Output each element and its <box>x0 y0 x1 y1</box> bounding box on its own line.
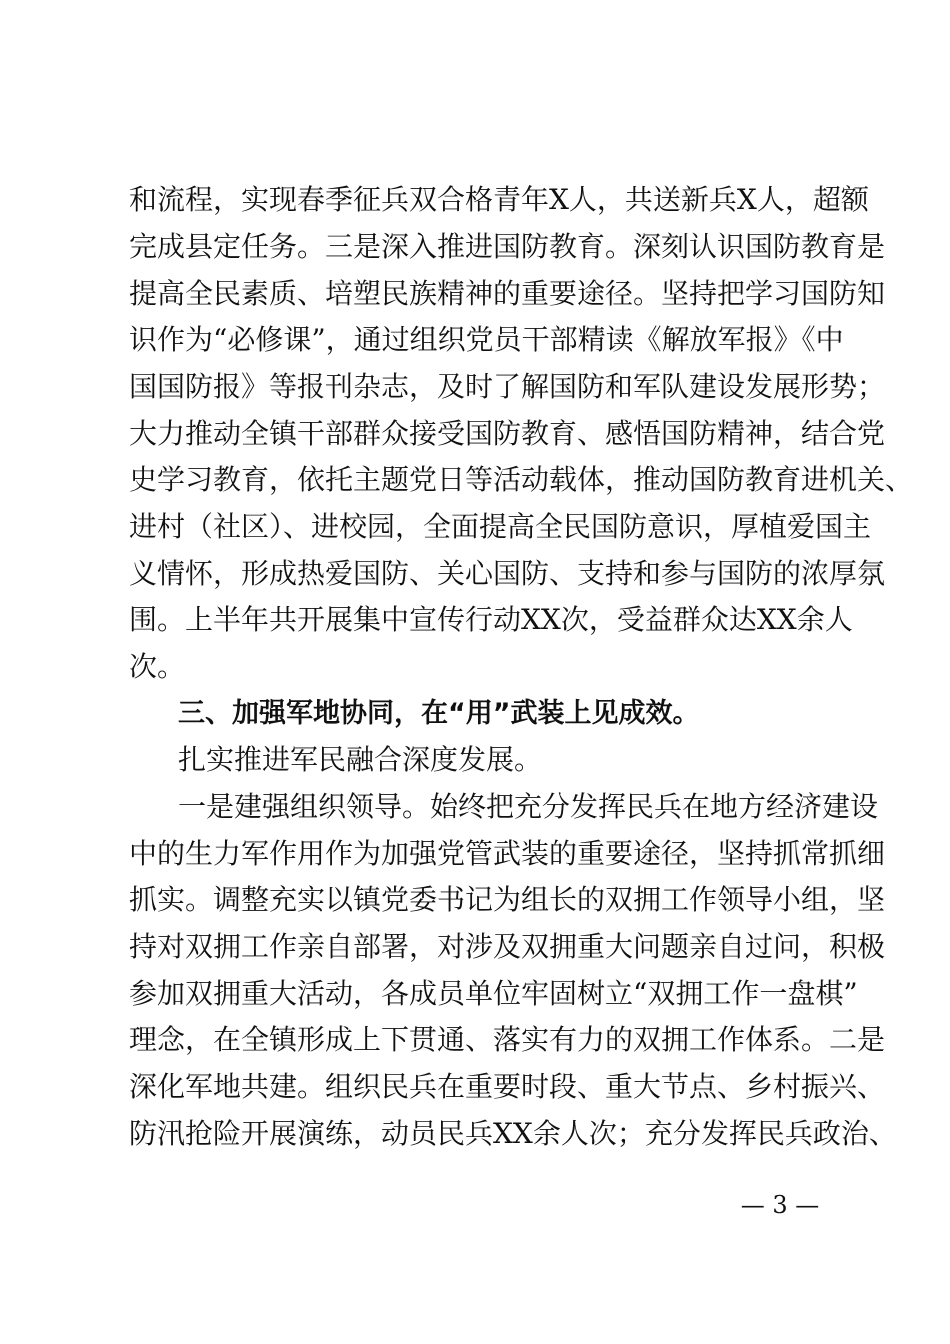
text-line: 识作为“必修课”，通过组织党员干部精读《解放军报》《中 <box>129 323 844 356</box>
text-line: 大力推动全镇干部群众接受国防教育、感悟国防精神，结合党 <box>129 417 886 450</box>
text-line: 扎实推进军民融合深度发展。 <box>178 743 543 776</box>
text-line: 一是建强组织领导。始终把充分发挥民兵在地方经济建设 <box>178 790 879 823</box>
text-line: 提高全民素质、培塑民族精神的重要途径。坚持把学习国防知 <box>129 277 886 310</box>
text-line: 义情怀，形成热爱国防、关心国防、支持和参与国防的浓厚氛 <box>129 557 886 590</box>
text-line: 理念，在全镇形成上下贯通、落实有力的双拥工作体系。二是 <box>129 1023 886 1056</box>
text-line: 防汛抢险开展演练，动员民兵XX余人次；充分发挥民兵政治、 <box>129 1117 897 1150</box>
text-line: 围。上半年共开展集中宣传行动XX次，受益群众达XX余人 <box>129 603 853 636</box>
text-line: 深化军地共建。组织民兵在重要时段、重大节点、乡村振兴、 <box>129 1070 886 1103</box>
page-number: — 3 — <box>740 1191 820 1219</box>
text-line: 次。 <box>129 650 186 683</box>
section-heading: 三、加强军地协同，在“用”武装上见成效。 <box>178 698 700 729</box>
text-line: 抓实。调整充实以镇党委书记为组长的双拥工作领导小组，坚 <box>129 883 886 916</box>
text-line: 参加双拥重大活动，各成员单位牢固树立“双拥工作一盘棋” <box>129 977 858 1010</box>
text-line: 国国防报》等报刊杂志，及时了解国防和军队建设发展形势； <box>129 370 886 403</box>
text-line: 中的生力军作用作为加强党管武装的重要途径，坚持抓常抓细 <box>129 837 886 870</box>
text-line: 完成县定任务。三是深入推进国防教育。深刻认识国防教育是 <box>129 230 886 263</box>
text-line: 和流程，实现春季征兵双合格青年X人，共送新兵X人，超额 <box>129 183 869 216</box>
text-line: 进村（社区）、进校园，全面提高全民国防意识，厚植爱国主 <box>129 510 872 543</box>
text-line: 史学习教育，依托主题党日等活动载体，推动国防教育进机关、 <box>129 463 914 496</box>
text-line: 持对双拥工作亲自部署，对涉及双拥重大问题亲自过问，积极 <box>129 930 886 963</box>
